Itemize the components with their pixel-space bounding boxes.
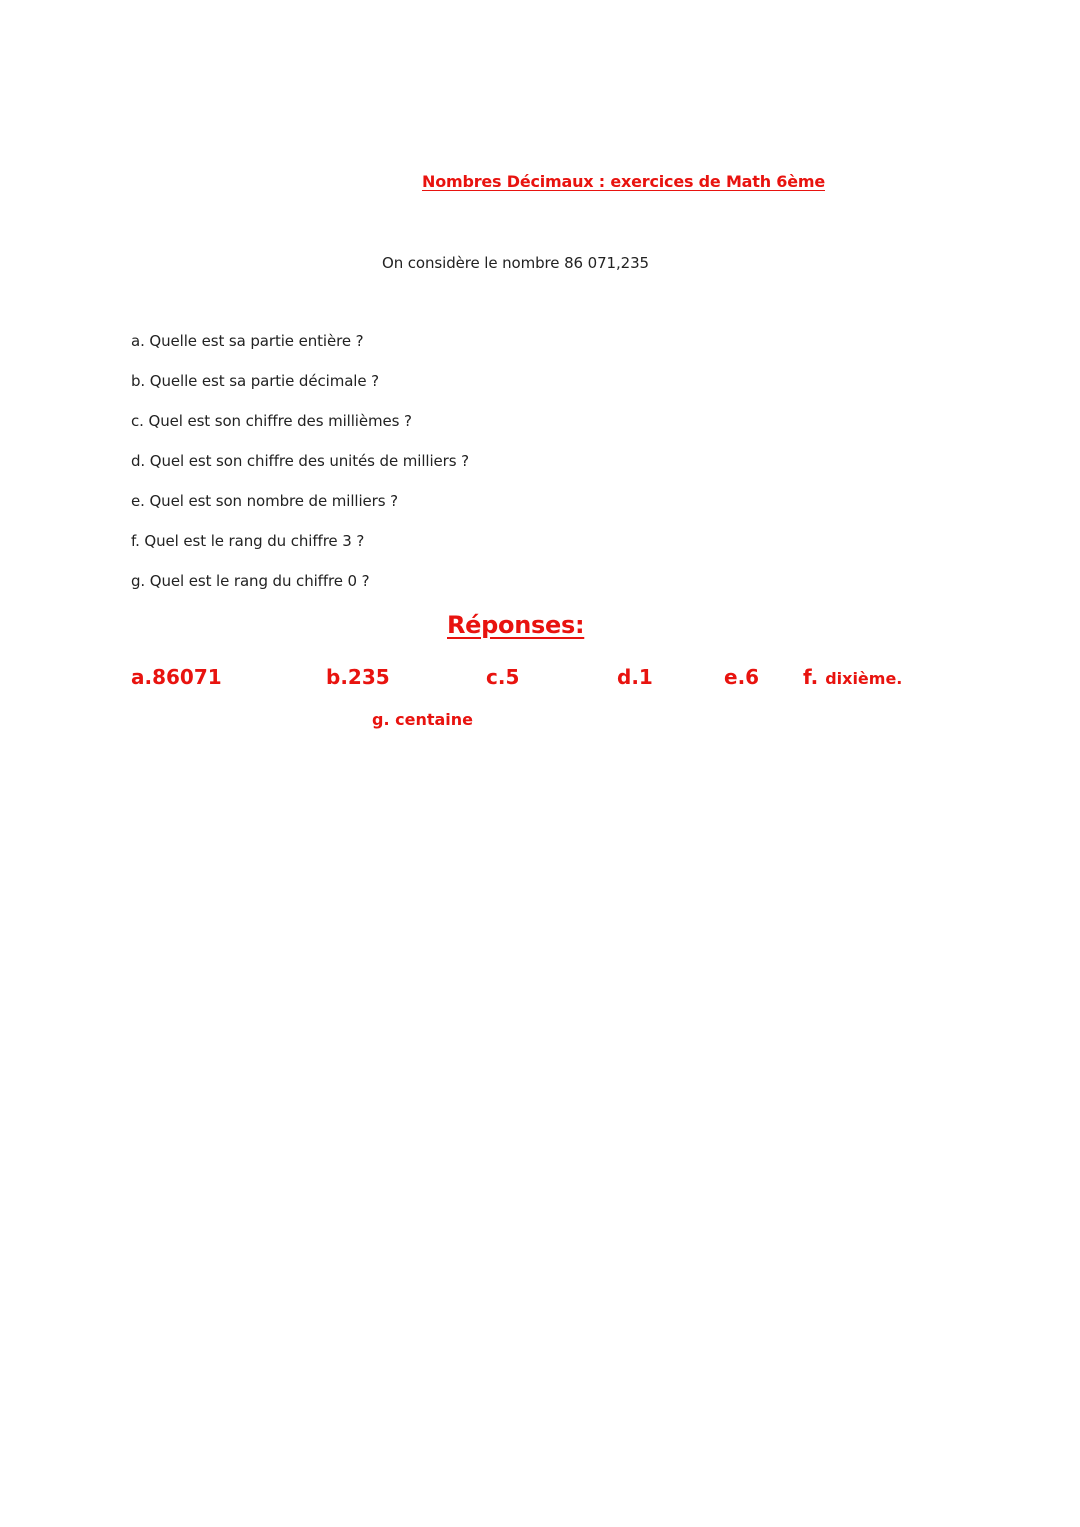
question-c: c. Quel est son chiffre des millièmes ? — [131, 412, 412, 430]
answer-a: a.86071 — [131, 665, 222, 689]
answer-c: c.5 — [486, 665, 520, 689]
question-b: b. Quelle est sa partie décimale ? — [131, 372, 380, 390]
question-d: d. Quel est son chiffre des unités de milliers ? — [131, 452, 469, 470]
answer-f — [803, 665, 902, 689]
answer-f-value: dixième. — [825, 669, 903, 688]
answer-g: g. centaine — [372, 710, 473, 729]
answer-d: d.1 — [617, 665, 653, 689]
answer-e: e.6 — [724, 665, 760, 689]
question-g: g. Quel est le rang du chiffre 0 ? — [131, 572, 370, 590]
document-title: Nombres Décimaux : exercices de Math 6ème — [422, 172, 825, 191]
question-a: a. Quelle est sa partie entière ? — [131, 332, 364, 350]
question-f: f. Quel est le rang du chiffre 3 ? — [131, 532, 365, 550]
answers-title: Réponses: — [447, 611, 585, 639]
answer-f-prefix: f. — [803, 665, 819, 689]
intro-text: On considère le nombre 86 071,235 — [382, 254, 649, 272]
question-e: e. Quel est son nombre de milliers ? — [131, 492, 398, 510]
answer-b: b.235 — [326, 665, 390, 689]
